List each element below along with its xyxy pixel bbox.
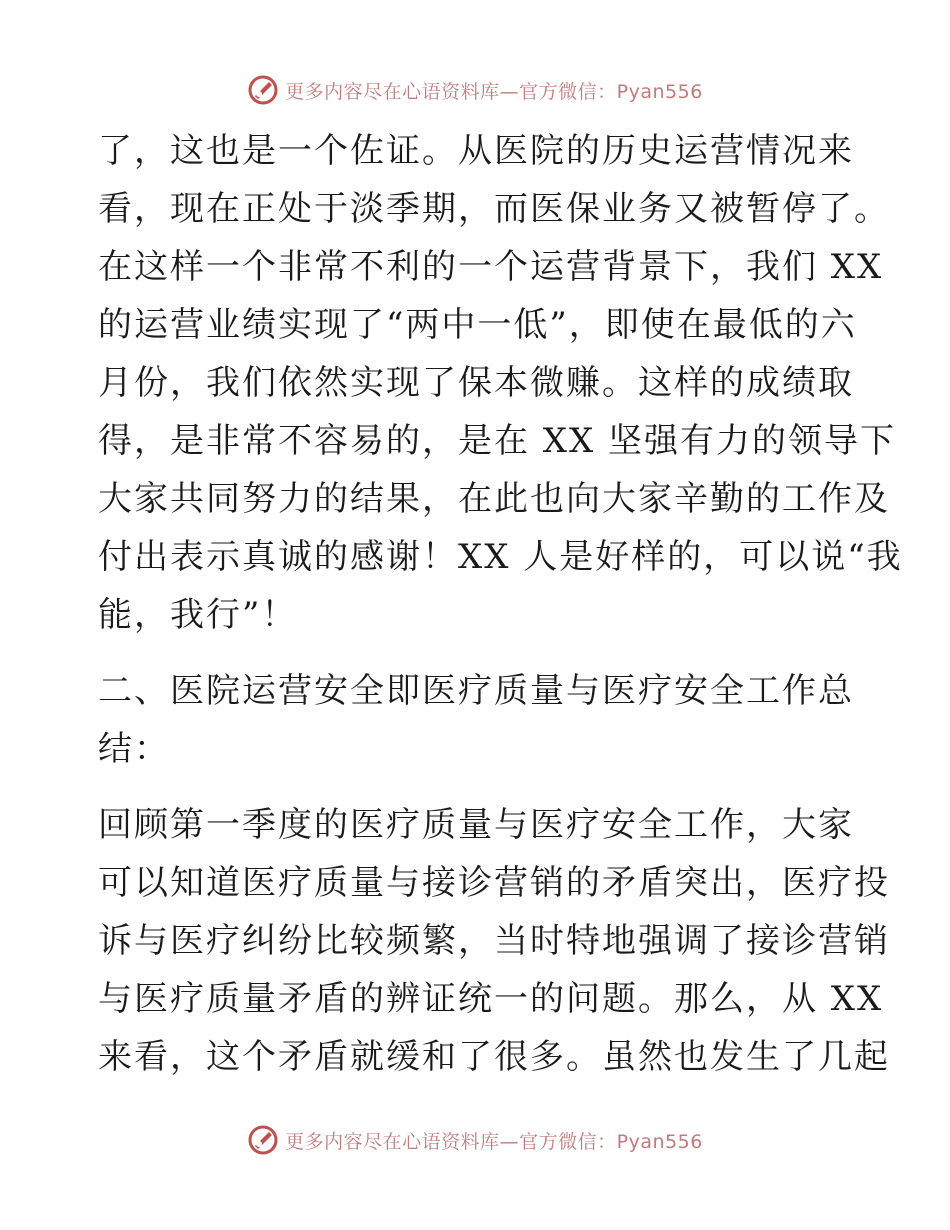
document-body xyxy=(98,122,903,1086)
footer-watermark-banner xyxy=(0,1120,950,1160)
header-banner-text: 更多内容尽在心语资料库—官方微信：Pyan556 xyxy=(285,80,703,103)
text-line: 回顾第一季度的医疗质量与医疗安全工作，大家 xyxy=(98,805,854,845)
text-line: 得，是非常不容易的，是在 XX 坚强有力的领导下 xyxy=(98,421,897,461)
text-line: 诉与医疗纠纷比较频繁，当时特地强调了接诊营销 xyxy=(98,921,890,961)
text-line: 月份，我们依然实现了保本微赚。这样的成绩取 xyxy=(98,363,854,403)
brand-logo-icon xyxy=(247,1124,279,1156)
text-line: 的运营业绩实现了“两中一低”，即使在最低的六 xyxy=(98,305,857,345)
text-line: 大家共同努力的结果，在此也向大家辛勤的工作及 xyxy=(98,479,890,519)
header-watermark-banner xyxy=(0,70,950,110)
text-line: 可以知道医疗质量与接诊营销的矛盾突出，医疗投 xyxy=(98,863,890,903)
footer-banner-text: 更多内容尽在心语资料库—官方微信：Pyan556 xyxy=(285,1130,703,1153)
text-line: 看，现在正处于淡季期，而医保业务又被暂停了。 xyxy=(98,189,890,229)
section-heading-2 xyxy=(98,662,858,778)
heading-line: 结： xyxy=(98,729,170,769)
text-line: 了，这也是一个佐证。从医院的历史运营情况来 xyxy=(98,131,854,171)
text-line: 与医疗质量矛盾的辨证统一的问题。那么，从 XX xyxy=(98,979,884,1019)
paragraph-1 xyxy=(98,122,903,644)
text-line: 来看，这个矛盾就缓和了很多。虽然也发生了几起 xyxy=(98,1037,890,1077)
text-line: 付出表示真诚的感谢！XX 人是好样的，可以说“我 xyxy=(98,537,903,577)
brand-logo-icon xyxy=(247,74,279,106)
heading-line: 二、医院运营安全即医疗质量与医疗安全工作总 xyxy=(98,671,854,711)
paragraph-3 xyxy=(98,796,890,1086)
text-line: 能，我行”！ xyxy=(98,595,298,635)
text-line: 在这样一个非常不利的一个运营背景下，我们 XX xyxy=(98,247,884,287)
